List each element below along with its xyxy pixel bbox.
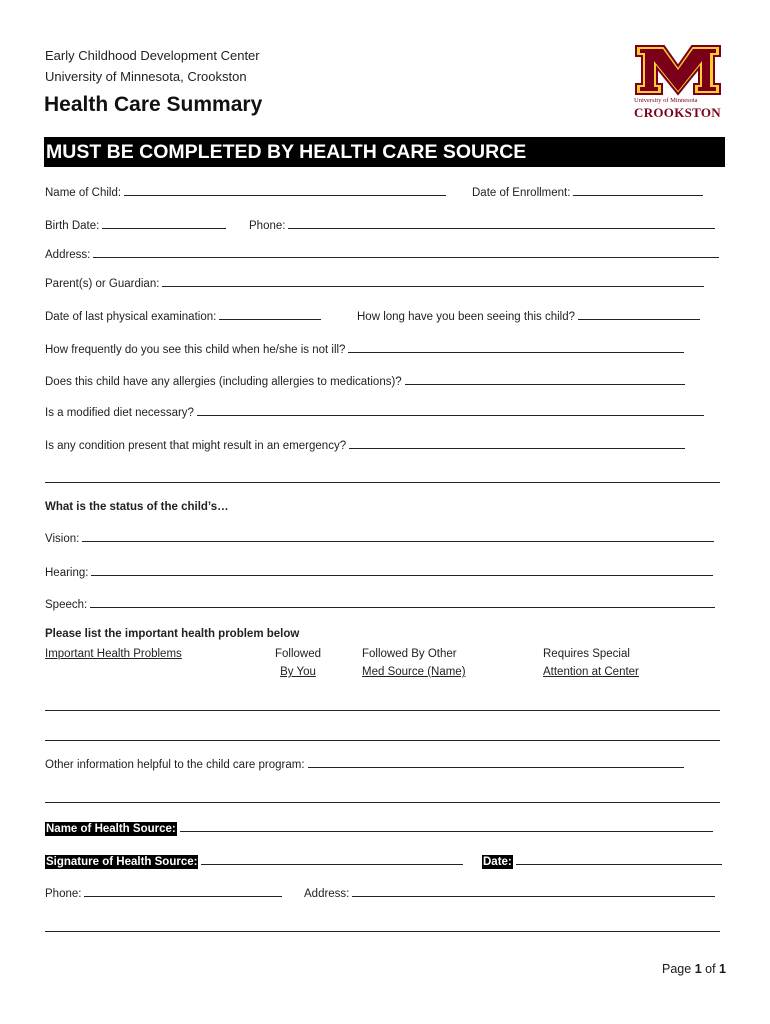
- col-followed-by-you: [270, 645, 326, 681]
- problem-line-2[interactable]: [45, 740, 720, 741]
- of-word: of: [705, 962, 716, 976]
- name-of-child-row: [45, 184, 446, 199]
- source-phone-field[interactable]: [84, 885, 282, 897]
- allergies-label: Does this child have any allergies (including allergies to medications)?: [45, 376, 402, 388]
- emergency-condition-label: Is any condition present that might result in an emergency?: [45, 440, 347, 452]
- col-other-line2: Med Source (Name): [362, 666, 466, 678]
- health-source-name-field[interactable]: [180, 820, 713, 832]
- birth-date-label: Birth Date:: [45, 220, 100, 232]
- col-special-line2: Attention at Center: [543, 666, 639, 678]
- other-info-row: [45, 756, 684, 771]
- name-of-child-label: Name of Child:: [45, 187, 122, 199]
- signature-label: Signature of Health Source:: [46, 856, 198, 868]
- phone-label: Phone:: [249, 220, 286, 232]
- page-title: Health Care Summary: [44, 93, 263, 116]
- page-number: [662, 962, 726, 976]
- other-info-label: Other information helpful to the child care program:: [45, 759, 305, 771]
- phone-row: [249, 217, 715, 232]
- instruction-banner: MUST BE COMPLETED BY HEALTH CARE SOURCE: [44, 137, 725, 167]
- address-row: [45, 246, 719, 261]
- col-important-health-problems: Important Health Problems: [45, 648, 182, 660]
- status-heading: What is the status of the child’s…: [45, 501, 229, 513]
- hearing-label: Hearing:: [45, 567, 89, 579]
- col-followed-line1: Followed: [274, 648, 322, 660]
- how-long-field[interactable]: [578, 308, 700, 320]
- how-long-label: How long have you been seeing this child?: [357, 311, 576, 323]
- parent-guardian-field[interactable]: [162, 275, 704, 287]
- signature-field[interactable]: [201, 853, 463, 865]
- logo-campus: CROOKSTON: [634, 105, 721, 120]
- speech-field[interactable]: [90, 596, 715, 608]
- hearing-row: [45, 564, 713, 579]
- birth-date-row: [45, 217, 226, 232]
- block-m-icon: [632, 44, 724, 96]
- birth-date-field[interactable]: [102, 217, 226, 229]
- address-field[interactable]: [93, 246, 719, 258]
- last-physical-label: Date of last physical examination:: [45, 311, 217, 323]
- source-phone-row: [45, 885, 282, 900]
- parent-guardian-row: [45, 275, 704, 290]
- last-physical-field[interactable]: [219, 308, 321, 320]
- modified-diet-label: Is a modified diet necessary?: [45, 407, 194, 419]
- other-info-field[interactable]: [308, 756, 684, 768]
- emergency-continuation-line[interactable]: [45, 482, 720, 483]
- hearing-field[interactable]: [91, 564, 713, 576]
- phone-field[interactable]: [288, 217, 715, 229]
- how-frequently-field[interactable]: [348, 341, 684, 353]
- health-source-name-label: Name of Health Source:: [46, 823, 176, 835]
- col-special-line1: Requires Special: [543, 648, 630, 660]
- vision-label: Vision:: [45, 533, 80, 545]
- vision-row: [45, 530, 714, 545]
- col-requires-special: [543, 645, 639, 681]
- modified-diet-field[interactable]: [197, 404, 704, 416]
- last-physical-row: [45, 308, 321, 323]
- date-of-enrollment-label: Date of Enrollment:: [472, 187, 571, 199]
- parent-guardian-label: Parent(s) or Guardian:: [45, 278, 160, 290]
- date-of-enrollment-row: [472, 184, 703, 199]
- address-label: Address:: [45, 249, 91, 261]
- problems-heading: Please list the important health problem below: [45, 628, 300, 640]
- modified-diet-row: [45, 404, 704, 419]
- source-phone-label: Phone:: [45, 888, 82, 900]
- logo-subtitle: University of Minnesota: [634, 97, 698, 104]
- emergency-condition-row: [45, 437, 685, 452]
- org-university: University of Minnesota, Crookston: [45, 69, 247, 84]
- page-current: 1: [694, 962, 702, 976]
- problem-line-1[interactable]: [45, 710, 720, 711]
- date-of-enrollment-field[interactable]: [573, 184, 703, 196]
- source-address-field[interactable]: [352, 885, 715, 897]
- page-word: Page: [662, 962, 692, 976]
- address-continuation-line[interactable]: [45, 931, 720, 932]
- col-followed-by-other: [362, 645, 466, 681]
- date-row: [482, 853, 722, 868]
- vision-field[interactable]: [82, 530, 714, 542]
- emergency-condition-field[interactable]: [349, 437, 685, 449]
- how-frequently-label: How frequently do you see this child when he/she is not ill?: [45, 344, 346, 356]
- allergies-field[interactable]: [405, 373, 685, 385]
- speech-row: [45, 596, 715, 611]
- date-label: Date:: [483, 856, 512, 868]
- allergies-row: [45, 373, 685, 388]
- col-followed-line2: By You: [280, 666, 316, 678]
- source-address-row: [304, 885, 715, 900]
- date-field[interactable]: [516, 853, 722, 865]
- health-source-name-row: [45, 820, 713, 835]
- how-frequently-row: [45, 341, 684, 356]
- name-of-child-field[interactable]: [124, 184, 446, 196]
- speech-label: Speech:: [45, 599, 88, 611]
- col-other-line1: Followed By Other: [362, 648, 457, 660]
- source-address-label: Address:: [304, 888, 350, 900]
- umn-crookston-logo: [632, 44, 724, 120]
- other-info-continuation-line[interactable]: [45, 802, 720, 803]
- signature-row: [45, 853, 463, 868]
- org-name: Early Childhood Development Center: [45, 48, 260, 63]
- page-total: 1: [719, 962, 726, 976]
- how-long-row: [357, 308, 700, 323]
